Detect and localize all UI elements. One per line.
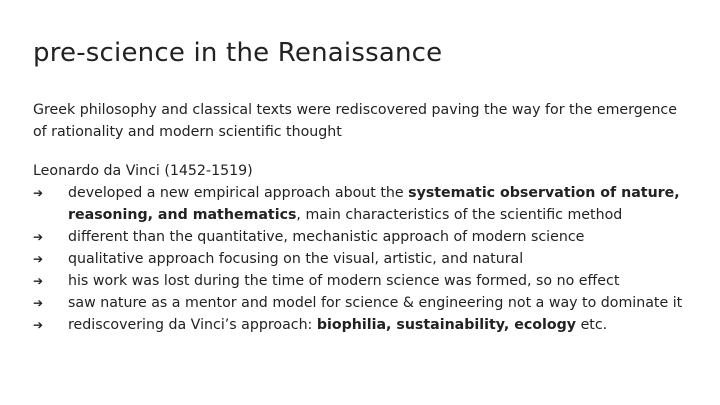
arrow-right-icon: ➔ <box>33 230 44 244</box>
bullet-text: , main characteristics of the scientific method <box>296 207 623 223</box>
bullet-text: his work was lost during the time of modern science was formed, so no effect <box>68 273 620 289</box>
bullet-list <box>33 182 703 336</box>
intro-paragraph: Greek philosophy and classical texts were rediscovered paving the way for the emergence of rationality and modern scientific thought <box>33 102 677 140</box>
bullet-text: rediscovering da Vinci’s approach: <box>68 317 317 333</box>
arrow-right-icon: ➔ <box>33 274 44 288</box>
bullet-text: etc. <box>576 317 608 333</box>
bullet-bold-text: systematic observation of nature, reasoning, and mathematics <box>68 185 680 223</box>
leonardo-section <box>33 160 703 336</box>
bullet-item <box>33 270 703 292</box>
bullet-item <box>33 292 703 314</box>
bullet-bold-text: biophilia, sustainability, ecology <box>316 317 577 333</box>
arrow-right-icon: ➔ <box>33 186 44 200</box>
bullet-item <box>33 182 703 226</box>
bullet-item <box>33 226 703 248</box>
bullet-item <box>33 314 703 336</box>
arrow-right-icon: ➔ <box>33 318 44 332</box>
bullet-text: developed a new empirical approach about the <box>68 185 409 201</box>
bullet-text: saw nature as a mentor and model for science & engineering not a way to dominate it <box>68 295 683 311</box>
section-heading: Leonardo da Vinci (1452-1519) <box>33 163 253 179</box>
slide-title: pre-science in the Renaissance <box>33 38 443 68</box>
bullet-item <box>33 248 703 270</box>
arrow-right-icon: ➔ <box>33 296 44 310</box>
bullet-text: different than the quantitative, mechanistic approach of modern science <box>68 229 585 245</box>
bullet-text: qualitative approach focusing on the visual, artistic, and natural <box>68 251 524 267</box>
arrow-right-icon: ➔ <box>33 252 44 266</box>
